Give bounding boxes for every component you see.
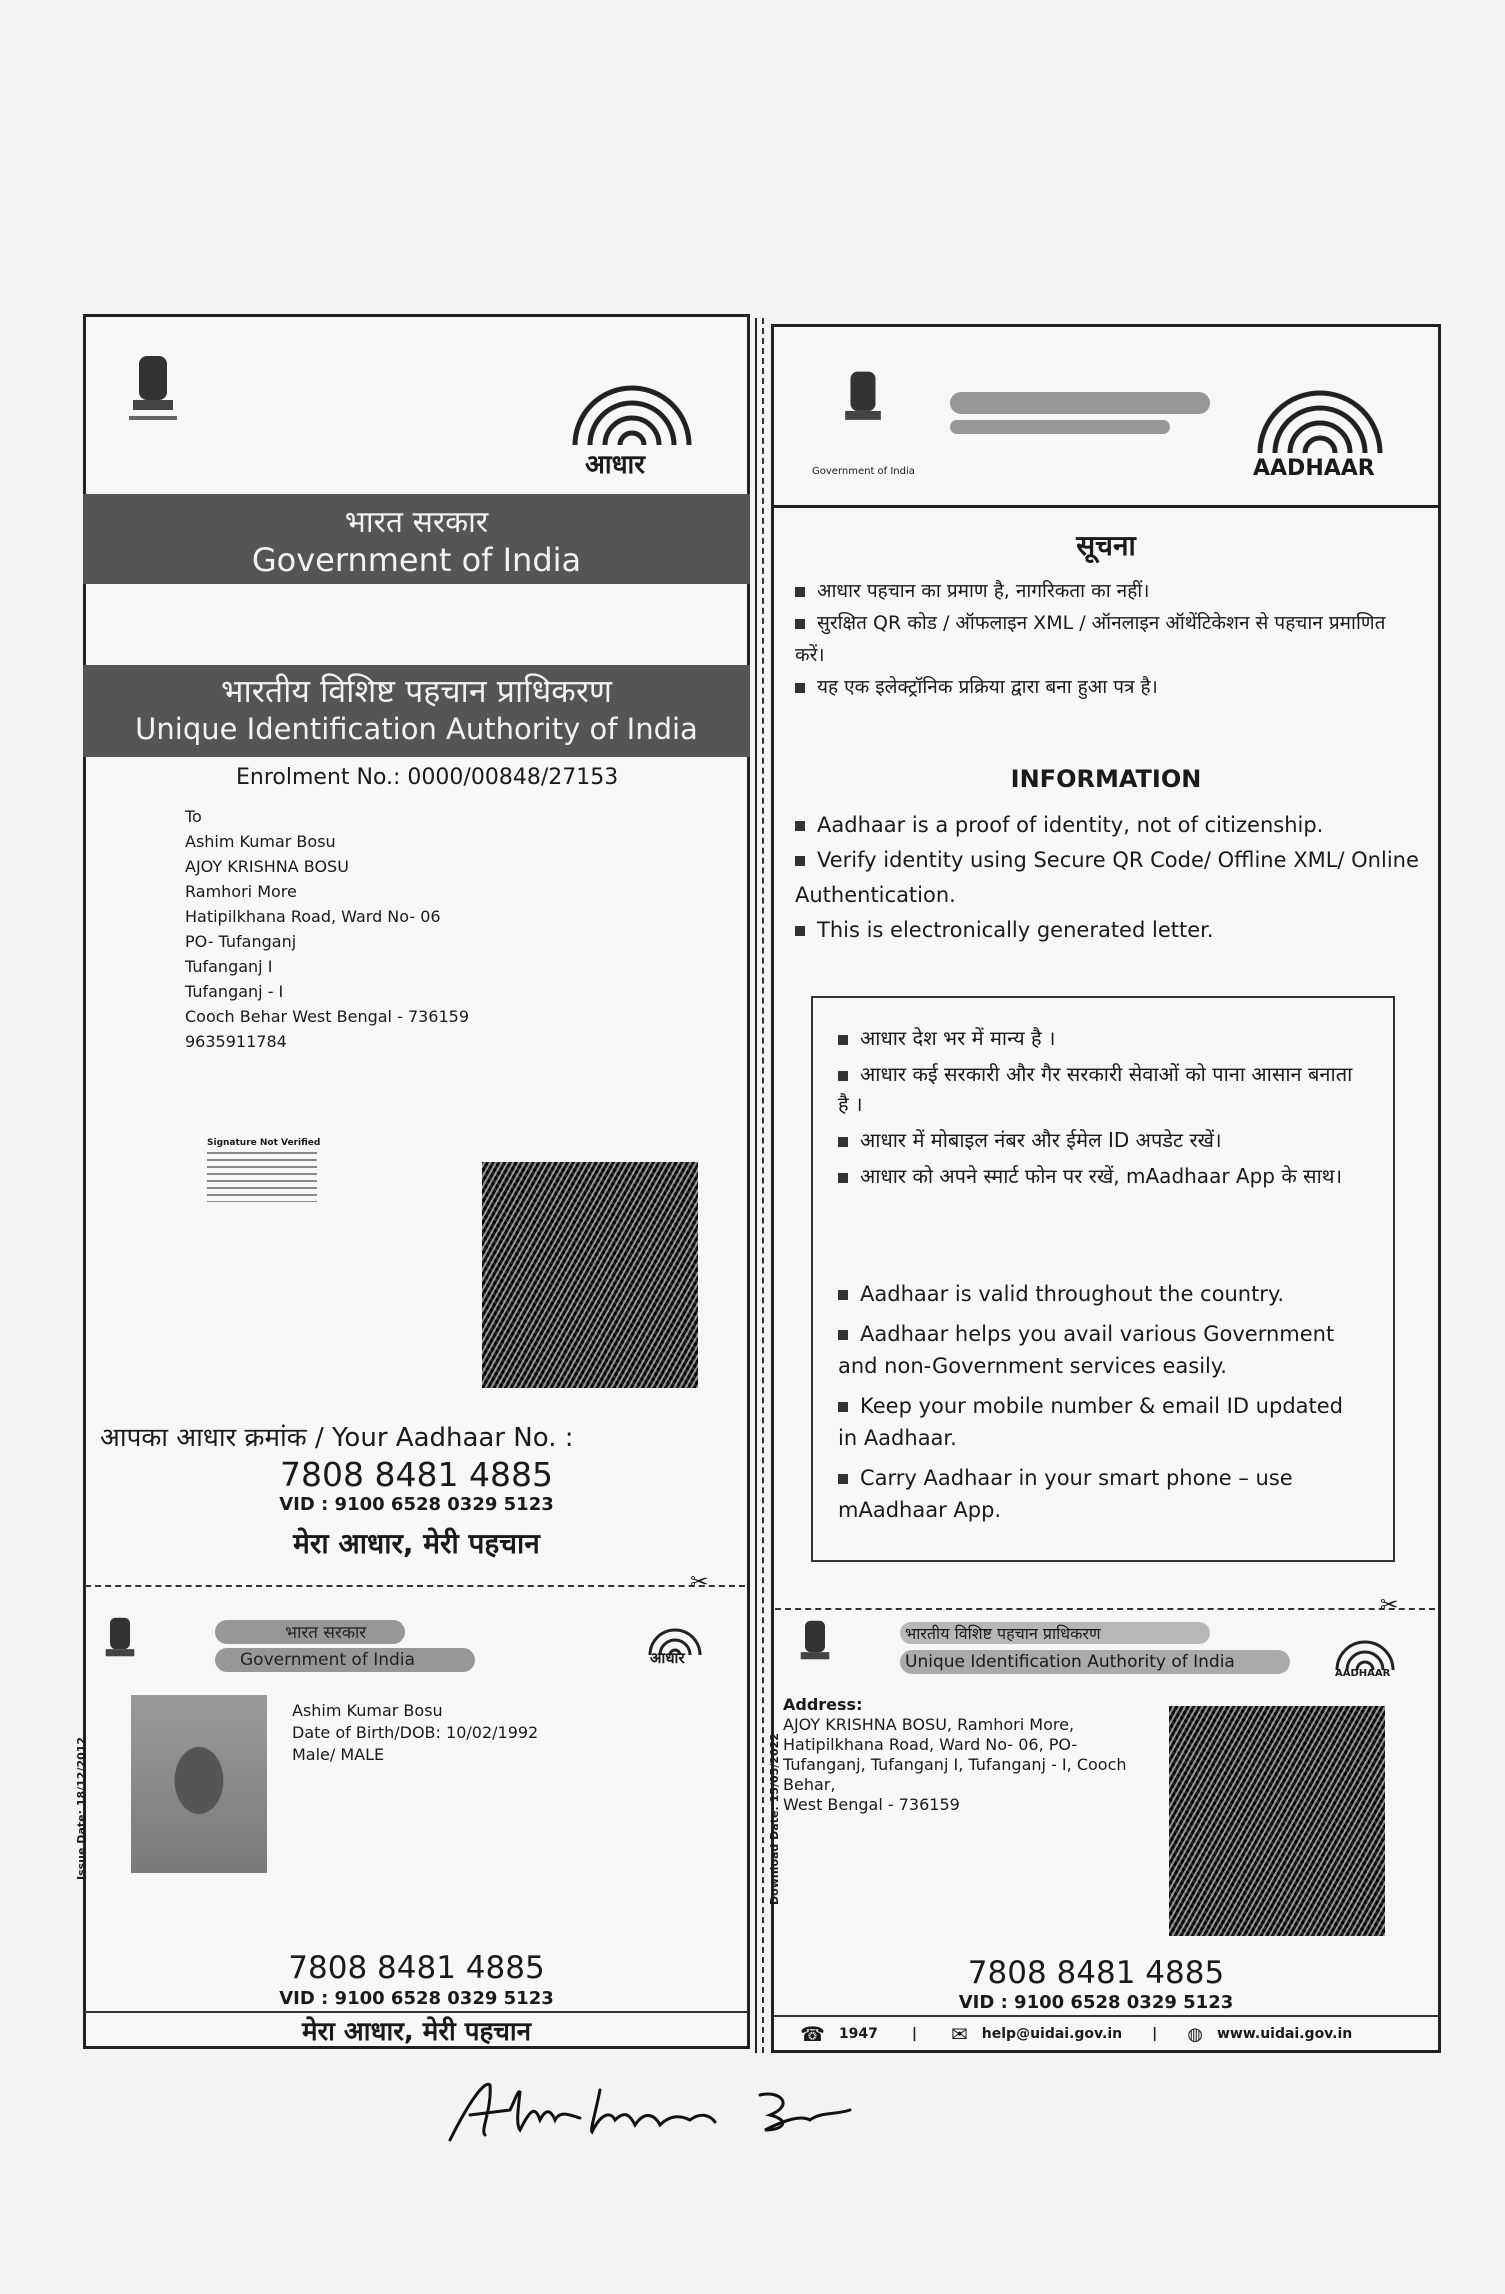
notice-item: सुरक्षित QR कोड / ऑफलाइन XML / ऑनलाइन ऑथेंटिकेशन से पहचान प्रमाणित करें। [795, 612, 1386, 666]
card-logo-text: AADHAAR [1335, 1668, 1391, 1679]
benefits-hindi: आधार देश भर में मान्य है । आधार कई सरकारी और गैर सरकारी सेवाओं को पाना आसान बनाता है । आधार में मोबाइल नंबर और ईमेल ID अपडेट रखें। आधार को अपने स्मार्ट फोन पर रखें, mAadhaar App के साथ। [838, 1026, 1353, 1188]
address-line: AJOY KRISHNA BOSU, Ramhori More, [783, 1715, 1075, 1734]
address-line: Hatipilkhana Road, Ward No- 06, PO- [783, 1735, 1078, 1754]
qr-code [482, 1162, 698, 1388]
address-line: West Bengal - 736159 [783, 1795, 960, 1814]
aadhaar-logo-text: आधार [585, 450, 645, 480]
card-qr-code [1169, 1706, 1385, 1936]
national-emblem-icon [100, 1612, 140, 1672]
card-tagline: मेरा आधार, मेरी पहचान [301, 2017, 532, 2047]
suchna-title: सूचना [1076, 529, 1136, 562]
address-line: To [185, 807, 202, 826]
aadhaar-logo-icon [1235, 368, 1405, 458]
card-address [783, 1695, 1127, 1815]
address-line: Tufanganj - I [185, 982, 284, 1001]
cut-line [85, 1585, 745, 1587]
gov-hindi: भारत सरकार [344, 505, 489, 540]
recipient-address [185, 804, 469, 1054]
email-icon: ✉ [951, 2022, 968, 2046]
hindi-notice-list [795, 575, 1415, 703]
card-aadhaar-number: 7808 8481 4885 [967, 1955, 1225, 1991]
digital-signature-block [207, 1152, 317, 1202]
card-uidai-english: Unique Identification Authority of India [905, 1652, 1235, 1672]
address-line: Ramhori More [185, 882, 297, 901]
address-line: Behar, [783, 1775, 836, 1794]
holder-dob: Date of Birth/DOB: 10/02/1992 [292, 1723, 539, 1742]
national-emblem-icon [125, 350, 181, 430]
card-aadhaar-number: 7808 8481 4885 [288, 1950, 545, 1986]
notice-item: आधार पहचान का प्रमाण है, नागरिकता का नहीं। [795, 575, 1415, 607]
card-gov-english: Government of India [240, 1650, 415, 1670]
cut-line-vertical [762, 318, 764, 2053]
national-emblem-icon [795, 1615, 835, 1675]
uidai-hindi: भारतीय विशिष्ट पहचान प्राधिकरण [220, 672, 613, 710]
address-line: Tufanganj, Tufanganj I, Tufanganj - I, Cooch [783, 1755, 1127, 1774]
address-line: Cooch Behar West Bengal - 736159 [185, 1007, 470, 1026]
address-line: 9635911784 [185, 1032, 287, 1051]
issue-date: Issue Date: 18/12/2012 [75, 1736, 88, 1880]
info-item: Aadhaar is a proof of identity, not of citizenship. [795, 808, 1425, 843]
information-title: INFORMATION [1010, 765, 1202, 793]
uidai-english: Unique Identification Authority of India [135, 712, 698, 746]
card-vid: VID : 9100 6528 0329 5123 [958, 1992, 1234, 2013]
download-date: Download Date: 15/05/2022 [768, 1733, 781, 1905]
gov-english: Government of India [251, 541, 582, 579]
address-line: Tufanganj I [185, 957, 273, 976]
emblem-caption: Government of India [812, 466, 915, 477]
card-gov-hindi: भारत सरकार [285, 1623, 367, 1643]
website: www.uidai.gov.in [1216, 2026, 1353, 2042]
information-list [795, 808, 1425, 948]
cut-line [775, 1608, 1435, 1610]
holder-name: Ashim Kumar Bosu [292, 1701, 443, 1720]
divider [755, 318, 757, 2053]
address-line: Hatipilkhana Road, Ward No- 06 [185, 907, 441, 926]
info-item: This is electronically generated letter. [795, 913, 1425, 948]
scissors-icon: ✂ [690, 1570, 709, 1595]
info-item: Verify identity using Secure QR Code/ Offline XML/ Online Authentication. [795, 848, 1419, 907]
aadhaar-number: 7808 8481 4885 [280, 1455, 553, 1494]
phone-icon: ☎ [800, 2022, 825, 2046]
card-logo-text: आधार [650, 1649, 685, 1667]
signature-status: Signature Not Verified [207, 1138, 321, 1148]
holder-gender: Male/ MALE [292, 1745, 385, 1764]
aadhaar-benefits-box [811, 996, 1395, 1562]
vid-number: VID : 9100 6528 0329 5123 [279, 1494, 554, 1515]
address-line: AJOY KRISHNA BOSU [185, 857, 349, 876]
national-emblem-icon [838, 362, 888, 442]
help-email: help@uidai.gov.in [981, 2026, 1123, 2042]
holder-photo [131, 1695, 267, 1873]
holder-details [292, 1700, 538, 1766]
tagline: मेरा आधार, मेरी पहचान [293, 1527, 540, 1560]
scissors-icon: ✂ [1380, 1593, 1399, 1618]
address-label: Address: [783, 1695, 863, 1714]
handwritten-signature [440, 2070, 880, 2150]
benefits-english: Aadhaar is valid throughout the country. Aadhaar helps you avail various Government and non-Government services easily. Keep your mobile number & email ID updated in Aadhaar. Carry Aadhaar in your smart phone – use mAadhaar App. [838, 1282, 1343, 1522]
government-band [83, 494, 750, 584]
contact-footer: ☎ 1947 | ✉ help@uidai.gov.in | ◍ www.uidai.gov.in [800, 2022, 1353, 2046]
uidai-band [83, 665, 750, 757]
enrolment-number: Enrolment No.: 0000/00848/27153 [236, 765, 619, 790]
address-line: Ashim Kumar Bosu [185, 832, 336, 851]
card-uidai-hindi: भारतीय विशिष्ट पहचान प्राधिकरण [905, 1624, 1101, 1643]
card-vid: VID : 9100 6528 0329 5123 [279, 1988, 554, 2009]
your-aadhaar-label: आपका आधार क्रमांक / Your Aadhaar No. : [100, 1423, 574, 1453]
address-line: PO- Tufanganj [185, 932, 297, 951]
helpline-number: 1947 [838, 2026, 878, 2042]
globe-icon: ◍ [1187, 2023, 1203, 2045]
aadhaar-logo-text: AADHAAR [1253, 456, 1375, 481]
notice-item: यह एक इलेक्ट्रॉनिक प्रक्रिया द्वारा बना हुआ पत्र है। [795, 671, 1415, 703]
